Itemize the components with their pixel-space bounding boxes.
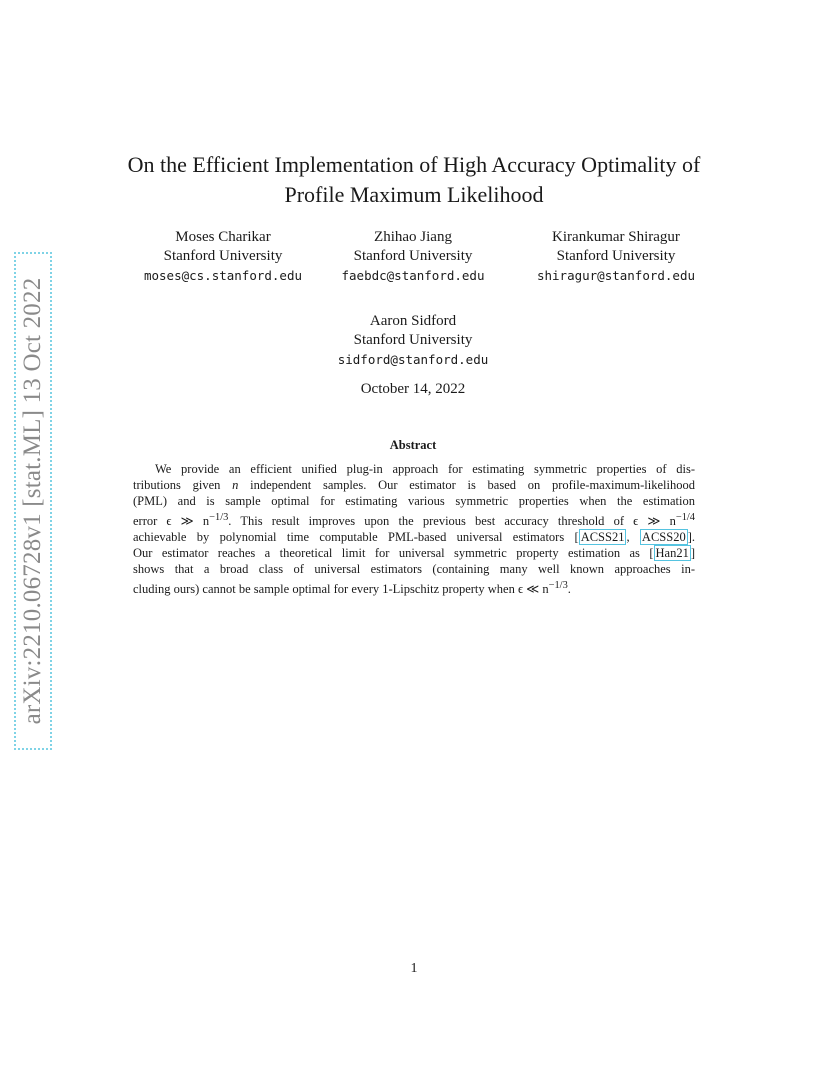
abstract-body [133,461,695,597]
author-affiliation: Stanford University [163,248,283,264]
abstract-line [133,510,695,529]
abstract-heading: Abstract [389,438,437,452]
author-email[interactable]: faebdc@stanford.edu [341,268,485,283]
author-name: Zhihao Jiang [374,229,452,245]
author-affiliation: Stanford University [353,332,473,348]
page-number: 1 [410,961,418,976]
abstract-text: . This result improves upon the previous best accuracy threshold of ϵ ≫ n [228,513,676,528]
author-block [313,312,513,369]
author-affiliation: Stanford University [353,248,473,264]
citation-link-bracket: [ [649,546,654,561]
author-name: Kirankumar Shiragur [552,229,680,245]
author-block [514,228,718,285]
abstract-text: cluding ours) cannot be sample optimal for every 1-Lipschitz property when ϵ ≪ n [133,581,549,596]
abstract-text: . [567,581,571,596]
citation-sep: , [626,529,640,544]
abstract-line [133,477,695,493]
abstract-line [133,545,695,561]
author-email[interactable]: moses@cs.stanford.edu [143,268,303,283]
abstract-text: tributions given [133,478,233,493]
arxiv-stamp-text: arXiv:2210.06728v1 [stat.ML] 13 Oct 2022 [19,277,46,725]
abstract-math: n [232,478,239,493]
abstract-line: We provide an efficient unified plug-in approach for estimating symmetric properties of dis- [155,462,695,476]
author-email[interactable]: sidford@stanford.edu [337,352,489,367]
citation-link-bracket: ] [690,546,695,561]
author-block [118,228,328,285]
citation-link-bracket: ]. [687,529,695,544]
citation-link-bracket: [ [574,529,579,544]
abstract-text: error ϵ ≫ n [133,513,210,528]
paper-date: October 14, 2022 [360,381,466,397]
abstract-text: achievable by polynomial time computable PML-based universal estimators [133,529,575,544]
abstract-exponent: −1/4 [675,511,695,523]
author-affiliation: Stanford University [556,248,676,264]
abstract-exponent: −1/3 [209,511,229,523]
abstract-text: Our estimator reaches a theoretical limit for universal symmetric property estimation as [133,546,650,561]
author-block [313,228,513,285]
abstract-exponent: −1/3 [548,579,568,591]
title-line-2: Profile Maximum Likelihood [284,182,544,207]
abstract-line [133,578,695,597]
title-line-1: On the Efficient Implementation of High Accuracy Optimality of [127,152,701,177]
paper-title [100,150,728,210]
author-name: Aaron Sidford [369,313,457,329]
author-email[interactable]: shiragur@stanford.edu [536,268,696,283]
arxiv-stamp[interactable] [14,252,52,750]
citation-link[interactable]: ACSS21 [580,529,625,544]
abstract-line: shows that a broad class of universal estimators (containing many well known approaches in- [133,562,695,577]
citation-link[interactable]: Han21 [655,546,689,561]
abstract-line: (PML) and is sample optimal for estimating various symmetric properties when the estimation [133,494,695,509]
abstract-line [133,529,695,545]
author-name: Moses Charikar [175,229,271,245]
citation-link[interactable]: ACSS20 [641,529,686,544]
abstract-text: independent samples. Our estimator is based on profile-maximum-likelihood [238,478,695,493]
